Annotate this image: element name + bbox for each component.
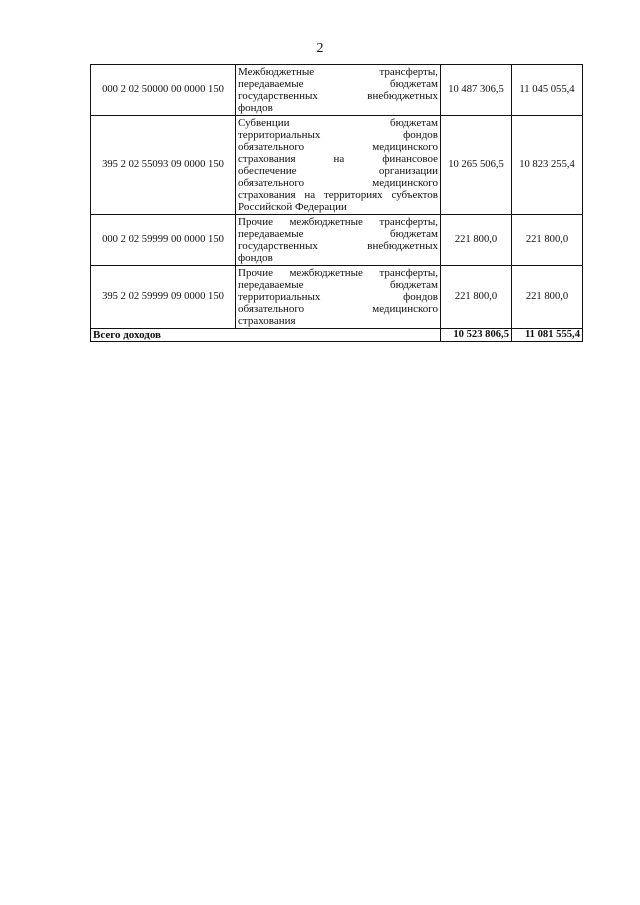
- revenue-table: [90, 64, 583, 342]
- table-row: [91, 266, 583, 329]
- page-number: 2: [316, 41, 324, 56]
- amount-cell-1: 10 265 506,5: [441, 116, 512, 215]
- revenue-name-line: территориальных фондов: [238, 129, 438, 141]
- revenue-name-line: Субвенции бюджетам: [238, 117, 438, 129]
- revenue-name-cell: [236, 215, 441, 266]
- revenue-name-cell: [236, 116, 441, 215]
- revenue-name-line: государственных внебюджетных: [238, 240, 438, 252]
- revenue-name-line: обязательного медицинского: [238, 303, 438, 315]
- revenue-name-line: территориальных фондов: [238, 291, 438, 303]
- revenue-name-line: Прочие межбюджетные трансферты,: [238, 216, 438, 228]
- revenue-name-line: передаваемые бюджетам: [238, 279, 438, 291]
- revenue-name-line: обеспечение организации: [238, 165, 438, 177]
- total-value-2: 11 081 555,4: [512, 329, 583, 342]
- budget-code-cell: 395 2 02 55093 09 0000 150: [91, 116, 236, 215]
- amount-cell-1: 221 800,0: [441, 215, 512, 266]
- total-label: Всего доходов: [91, 329, 441, 342]
- revenue-name-line: Межбюджетные трансферты,: [238, 66, 438, 78]
- revenue-name-line: обязательного медицинского: [238, 177, 438, 189]
- budget-code-cell: 395 2 02 59999 09 0000 150: [91, 266, 236, 329]
- revenue-name-line: Российской Федерации: [238, 201, 347, 213]
- total-value-1: 10 523 806,5: [441, 329, 512, 342]
- revenue-name-line: государственных внебюджетных: [238, 90, 438, 102]
- revenue-name-line: фондов: [238, 252, 273, 264]
- revenue-name-line: фондов: [238, 102, 273, 114]
- table-row: [91, 116, 583, 215]
- revenue-table-body: [91, 65, 583, 329]
- revenue-name-line: передаваемые бюджетам: [238, 78, 438, 90]
- revenue-name-line: страхования на территориях субъектов: [238, 189, 438, 201]
- amount-cell-1: 10 487 306,5: [441, 65, 512, 116]
- revenue-name-line: передаваемые бюджетам: [238, 228, 438, 240]
- amount-cell-2: 221 800,0: [512, 266, 583, 329]
- revenue-name-line: Прочие межбюджетные трансферты,: [238, 267, 438, 279]
- revenue-name-line: страхования: [238, 315, 296, 327]
- table-row: [91, 65, 583, 116]
- amount-cell-2: 11 045 055,4: [512, 65, 583, 116]
- budget-code-cell: 000 2 02 59999 00 0000 150: [91, 215, 236, 266]
- revenue-name-cell: [236, 266, 441, 329]
- revenue-name-line: обязательного медицинского: [238, 141, 438, 153]
- amount-cell-2: 10 823 255,4: [512, 116, 583, 215]
- budget-code-cell: 000 2 02 50000 00 0000 150: [91, 65, 236, 116]
- revenue-name-line: страхования на финансовое: [238, 153, 438, 165]
- revenue-name-cell: [236, 65, 441, 116]
- total-row: [91, 329, 583, 342]
- table-row: [91, 215, 583, 266]
- amount-cell-1: 221 800,0: [441, 266, 512, 329]
- amount-cell-2: 221 800,0: [512, 215, 583, 266]
